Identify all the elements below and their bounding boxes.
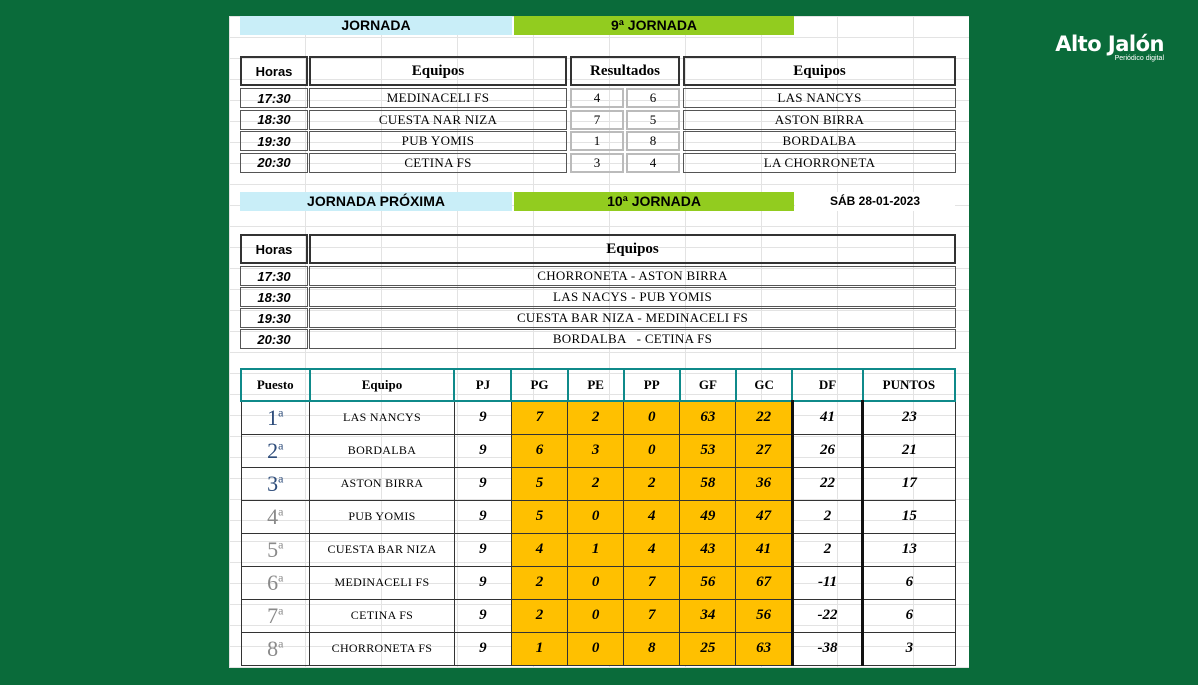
- away-score: 5: [626, 110, 680, 130]
- home-team: CUESTA NAR NIZA: [309, 110, 567, 130]
- standings-team: ASTON BIRRA: [310, 467, 455, 500]
- standings-puntos: 6: [863, 599, 955, 632]
- away-team: BORDALBA: [683, 131, 956, 151]
- standings-position: 6$^a$: [241, 566, 310, 599]
- away-score: 6: [626, 88, 680, 108]
- brand-name: Alto Jalón: [1055, 32, 1164, 56]
- standings-pg: 2: [511, 599, 567, 632]
- position-suffix: a: [278, 603, 284, 618]
- standings-header-pe: PE: [568, 369, 624, 401]
- standings-pg: 5: [511, 500, 567, 533]
- standings-pp: 2: [624, 467, 680, 500]
- standings-pp: 7: [624, 599, 680, 632]
- standings-gc: 67: [736, 566, 792, 599]
- standings-position: 3$^a$: [241, 467, 310, 500]
- standings-pj: 9: [454, 599, 511, 632]
- jornada-proxima-label: JORNADA PRÓXIMA: [240, 192, 512, 211]
- standings-position: 4$^a$: [241, 500, 310, 533]
- standings-team: CETINA FS: [310, 599, 455, 632]
- table-row: [241, 599, 955, 632]
- standings-pp: 0: [624, 434, 680, 467]
- standings-gc: 41: [736, 533, 792, 566]
- jornada-label: JORNADA: [240, 16, 512, 35]
- header-equipos-local: Equipos: [309, 56, 567, 86]
- away-score: 8: [626, 131, 680, 151]
- standings-table: [240, 368, 956, 666]
- fixture-time: 17:30: [240, 266, 308, 286]
- table-row: [241, 467, 955, 500]
- standings-gf: 25: [680, 632, 736, 665]
- standings-team: CHORRONETA FS: [310, 632, 455, 665]
- standings-position: 1$^a$: [241, 401, 310, 434]
- table-row: [241, 500, 955, 533]
- standings-df: 26: [792, 434, 863, 467]
- standings-team: LAS NANCYS: [310, 401, 455, 434]
- standings-pp: 4: [624, 500, 680, 533]
- home-team: CETINA FS: [309, 153, 567, 173]
- home-score: 3: [570, 153, 624, 173]
- standings-pe: 0: [568, 500, 624, 533]
- standings-position: 2$^a$: [241, 434, 310, 467]
- standings-puntos: 15: [863, 500, 955, 533]
- position-suffix: a: [278, 438, 284, 453]
- fixture-time: 18:30: [240, 287, 308, 307]
- standings-team: MEDINACELI FS: [310, 566, 455, 599]
- standings-header-puntos: PUNTOS: [863, 369, 955, 401]
- standings-pe: 2: [568, 467, 624, 500]
- standings-pg: 2: [511, 566, 567, 599]
- jornada-proxima-date: SÁB 28-01-2023: [795, 192, 955, 211]
- standings-pe: 0: [568, 566, 624, 599]
- standings-pe: 3: [568, 434, 624, 467]
- standings-df: 22: [792, 467, 863, 500]
- brand-subtitle: Periódico digital: [1114, 55, 1164, 62]
- standings-header-pj: PJ: [454, 369, 511, 401]
- table-row: [241, 632, 955, 665]
- standings-gf: 43: [680, 533, 736, 566]
- standings-gf: 63: [680, 401, 736, 434]
- standings-header-pg: PG: [511, 369, 567, 401]
- standings-header-gf: GF: [680, 369, 736, 401]
- match-time: 18:30: [240, 110, 308, 130]
- home-team: PUB YOMIS: [309, 131, 567, 151]
- fixture-teams: CHORRONETA - ASTON BIRRA: [309, 266, 956, 286]
- jornada-proxima-title: 10ª JORNADA: [514, 192, 794, 211]
- standings-gc: 56: [736, 599, 792, 632]
- away-team: LA CHORRONETA: [683, 153, 956, 173]
- standings-gf: 56: [680, 566, 736, 599]
- fixture-time: 20:30: [240, 329, 308, 349]
- away-team: LAS NANCYS: [683, 88, 956, 108]
- standings-pj: 9: [454, 500, 511, 533]
- standings-position: 7$^a$: [241, 599, 310, 632]
- standings-header-df: DF: [792, 369, 863, 401]
- header-resultados: Resultados: [570, 56, 680, 86]
- standings-df: 2: [792, 500, 863, 533]
- standings-gc: 27: [736, 434, 792, 467]
- standings-gc: 22: [736, 401, 792, 434]
- standings-puntos: 23: [863, 401, 955, 434]
- standings-pj: 9: [454, 632, 511, 665]
- standings-puntos: 17: [863, 467, 955, 500]
- jornada-title: 9ª JORNADA: [514, 16, 794, 35]
- home-score: 4: [570, 88, 624, 108]
- home-score: 7: [570, 110, 624, 130]
- standings-pg: 4: [511, 533, 567, 566]
- next-header-equipos: Equipos: [309, 234, 956, 264]
- position-suffix: a: [278, 504, 284, 519]
- standings-position: 5$^a$: [241, 533, 310, 566]
- standings-puntos: 21: [863, 434, 955, 467]
- match-time: 20:30: [240, 153, 308, 173]
- standings-pj: 9: [454, 434, 511, 467]
- home-score: 1: [570, 131, 624, 151]
- standings-pe: 0: [568, 599, 624, 632]
- standings-gf: 34: [680, 599, 736, 632]
- away-team: ASTON BIRRA: [683, 110, 956, 130]
- standings-team: BORDALBA: [310, 434, 455, 467]
- standings-df: -38: [792, 632, 863, 665]
- standings-position: 8$^a$: [241, 632, 310, 665]
- standings-pp: 8: [624, 632, 680, 665]
- standings-gc: 47: [736, 500, 792, 533]
- match-time: 17:30: [240, 88, 308, 108]
- standings-gc: 63: [736, 632, 792, 665]
- standings-pg: 7: [511, 401, 567, 434]
- standings-puntos: 13: [863, 533, 955, 566]
- standings-gc: 36: [736, 467, 792, 500]
- results-sheet: [229, 16, 969, 668]
- standings-pp: 0: [624, 401, 680, 434]
- standings-puntos: 6: [863, 566, 955, 599]
- standings-pp: 4: [624, 533, 680, 566]
- standings-pj: 9: [454, 401, 511, 434]
- standings-gf: 53: [680, 434, 736, 467]
- standings-header-puesto: Puesto: [241, 369, 310, 401]
- standings-pj: 9: [454, 533, 511, 566]
- brand-logo: [1038, 32, 1164, 63]
- standings-header-equipo: Equipo: [310, 369, 455, 401]
- standings-pp: 7: [624, 566, 680, 599]
- standings-pj: 9: [454, 467, 511, 500]
- fixture-teams: BORDALBA - CETINA FS: [309, 329, 956, 349]
- position-suffix: a: [278, 405, 284, 420]
- match-time: 19:30: [240, 131, 308, 151]
- table-row: [241, 401, 955, 434]
- standings-df: 2: [792, 533, 863, 566]
- away-score: 4: [626, 153, 680, 173]
- header-equipos-visitante: Equipos: [683, 56, 956, 86]
- position-suffix: a: [278, 471, 284, 486]
- position-suffix: a: [278, 537, 284, 552]
- table-row: [241, 566, 955, 599]
- standings-df: -11: [792, 566, 863, 599]
- standings-pg: 6: [511, 434, 567, 467]
- fixture-time: 19:30: [240, 308, 308, 328]
- position-suffix: a: [278, 570, 284, 585]
- standings-df: -22: [792, 599, 863, 632]
- standings-header-gc: GC: [736, 369, 792, 401]
- table-row: [241, 533, 955, 566]
- standings-team: PUB YOMIS: [310, 500, 455, 533]
- fixture-teams: LAS NACYS - PUB YOMIS: [309, 287, 956, 307]
- standings-pe: 0: [568, 632, 624, 665]
- standings-gf: 49: [680, 500, 736, 533]
- standings-df: 41: [792, 401, 863, 434]
- standings-pj: 9: [454, 566, 511, 599]
- header-horas: Horas: [240, 56, 308, 86]
- standings-gf: 58: [680, 467, 736, 500]
- standings-header-pp: PP: [624, 369, 680, 401]
- home-team: MEDINACELI FS: [309, 88, 567, 108]
- standings-pe: 1: [568, 533, 624, 566]
- table-row: [241, 434, 955, 467]
- next-header-horas: Horas: [240, 234, 308, 264]
- position-suffix: a: [278, 636, 284, 651]
- fixture-teams: CUESTA BAR NIZA - MEDINACELI FS: [309, 308, 956, 328]
- standings-pg: 1: [511, 632, 567, 665]
- standings-puntos: 3: [863, 632, 955, 665]
- standings-team: CUESTA BAR NIZA: [310, 533, 455, 566]
- standings-pe: 2: [568, 401, 624, 434]
- standings-pg: 5: [511, 467, 567, 500]
